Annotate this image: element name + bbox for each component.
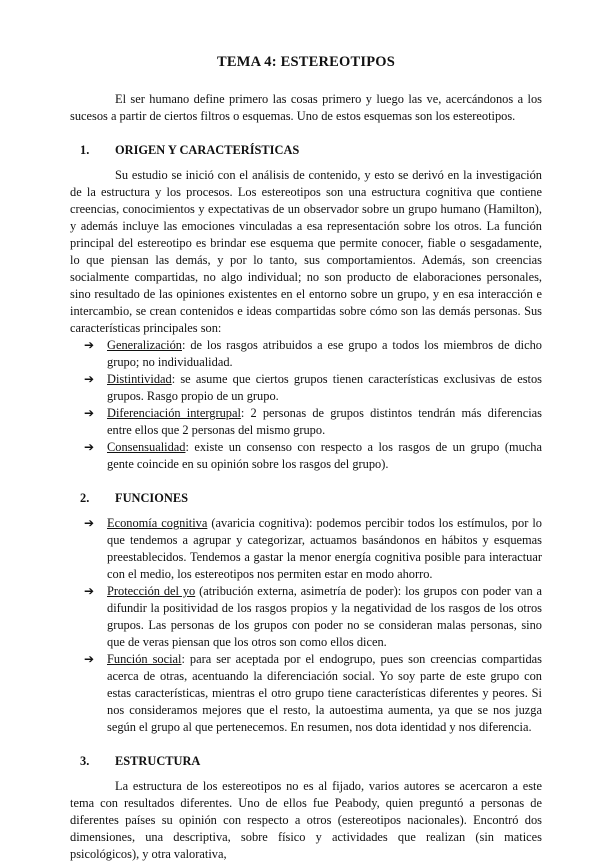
list-item-term: Función social: [107, 652, 182, 666]
section-paragraph-estructura: La estructura de los estereotipos no es al fijado, varios autores se acercaron a este tema con resultados diferentes. Uno de ellos fue Peabody, quien preguntó a personas de diferentes países su opinión con respecto a otros (estereotipos nacionales). Encontró dos dimensiones, una descriptiva, sobre físico y actividades que realizan (sin matices psicológicos), y otra valorativa,: [70, 779, 542, 861]
functions-list: [70, 515, 542, 736]
list-item-text: (avaricia cognitiva): podemos percibir todos los estímulos, por lo que tendemos a agrupar y categorizar, actuamos basándonos en hábitos y esquemas preestablecidos. Tendemos a gastar la menor energía cognitiva posible para interactuar con el medio, los estereotipos nos permiten estar en modo ahorro.: [107, 516, 542, 581]
list-item-text: : se asume que ciertos grupos tienen características exclusivas de estos grupos. Rasgo propio de un grupo.: [107, 372, 542, 403]
list-item: [70, 337, 542, 371]
arrow-bullet-icon: ➔: [84, 406, 95, 420]
list-item: [70, 583, 542, 651]
list-item-term: Economía cognitiva: [107, 516, 208, 530]
list-item-text: : existe un consenso con respecto a los rasgos de un grupo (mucha gente coincide en su opinión sobre los rasgos del grupo).: [107, 440, 542, 471]
list-item-term: Generalización: [107, 338, 182, 352]
section-heading-estructura: [70, 753, 542, 770]
section-paragraph-origen: Su estudio se inició con el análisis de contenido, y esto se derivó en la investigación de la estructura y los procesos. Los estereotipos son una estructura cognitiva que contiene creencias, conocimientos y expectativas de un observador sobre un grupo humano (Hamilton), y además incluye las emociones vinculadas a esa representación sobre los otros. La función principal del estereotipo es brindar ese esquema que permite conocer, fiable o sesgadamente, lo que piensan las demás, y por lo tanto, sus comportamientos. Además, son creencias socialmente compartidas, no algo individual; no son producto de elaboraciones personales, sino resultado de las opiniones existentes en el entorno sobre un grupo, y en esa interacción e intercambio, se crean contenidos e ideas compartidas sobre cómo son las demás personas. Sus características principales son:: [70, 168, 542, 335]
arrow-bullet-icon: ➔: [84, 584, 95, 598]
list-item-term: Diferenciación intergrupal: [107, 406, 241, 420]
list-item: [70, 371, 542, 405]
list-item-text: (atribución externa, asimetría de poder): los grupos con poder van a difundir la positividad de los rasgos propios y la negatividad de los rasgos de los otros grupos. Las personas de los grupos con poder no se consideran malas personas, sino que de veras piensan que los otros son como ellos dicen.: [107, 584, 543, 649]
list-item: [70, 651, 542, 736]
section-number: 3.: [80, 754, 90, 768]
section-title: FUNCIONES: [115, 491, 188, 505]
arrow-bullet-icon: ➔: [84, 440, 95, 454]
list-item-text: : 2 personas de grupos distintos tendrán más diferencias entre ellos que 2 personas del mismo grupo.: [107, 406, 542, 437]
arrow-bullet-icon: ➔: [84, 516, 95, 530]
arrow-bullet-icon: ➔: [84, 338, 95, 352]
section-title: ESTRUCTURA: [115, 754, 201, 768]
list-item-term: Protección del yo: [107, 584, 196, 598]
section-number: 1.: [80, 143, 90, 157]
list-item-text: : para ser aceptada por el endogrupo, pues son creencias compartidas acerca de otras, acentuando la diferenciación social. Yo soy parte de este grupo con estas características, mientras el otro grupo tiene características diferentes y peores. Si nos consideramos mejores que el resto, la autoestima aumenta, ya que se nos juzga según el grupo al que pertenecemos. En resumen, nos dota identidad y nos diferencia.: [107, 652, 542, 734]
list-item-text: : de los rasgos atribuidos a ese grupo a todos los miembros de dicho grupo; no individualidad.: [107, 338, 542, 369]
section-heading-origen: [70, 142, 542, 159]
section-number: 2.: [80, 491, 90, 505]
characteristics-list: [70, 337, 542, 473]
section-heading-funciones: [70, 490, 542, 507]
list-item-term: Distintividad: [107, 372, 172, 386]
list-item: [70, 515, 542, 583]
arrow-bullet-icon: ➔: [84, 652, 95, 666]
document-title: TEMA 4: ESTEREOTIPOS: [216, 54, 396, 70]
list-item: [70, 439, 542, 473]
document-page: [70, 54, 542, 863]
intro-paragraph: El ser humano define primero las cosas primero y luego las ve, acercándonos a los sucesos a partir de ciertos filtros o esquemas. Uno de estos esquemas son los estereotipos.: [70, 92, 542, 123]
arrow-bullet-icon: ➔: [84, 372, 95, 386]
section-title: ORIGEN Y CARACTERÍSTICAS: [115, 143, 300, 157]
list-item: [70, 405, 542, 439]
list-item-term: Consensualidad: [107, 440, 186, 454]
